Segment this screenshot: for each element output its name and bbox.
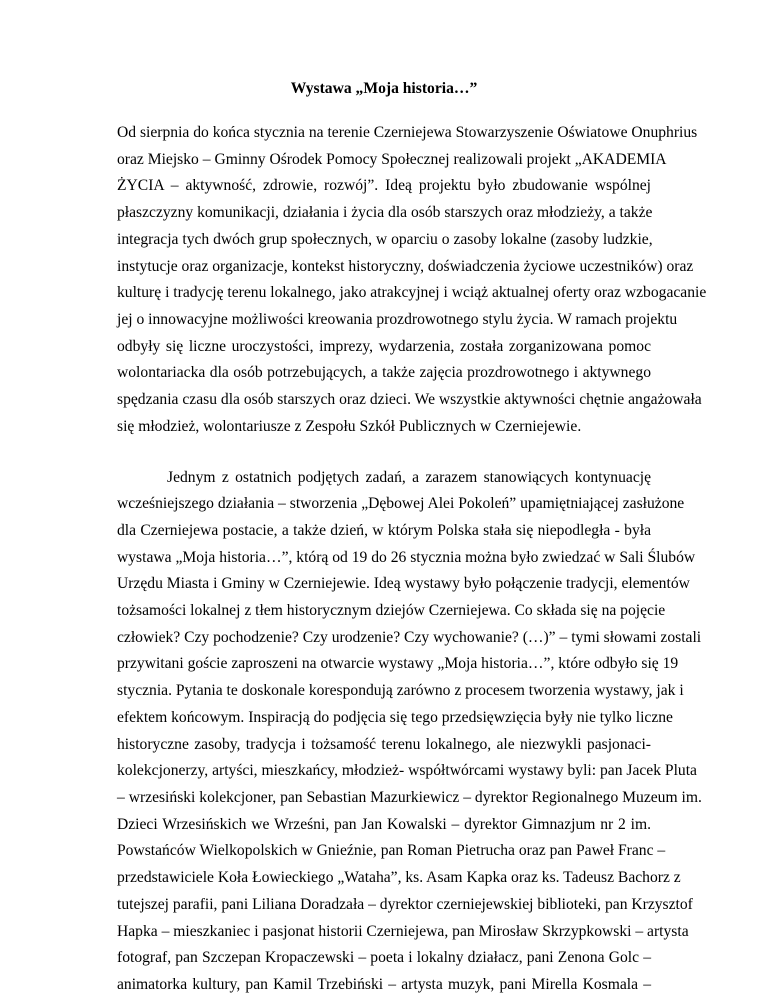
paragraph-line: jej o innowacyjne możliwości kreowania prozdrowotnego stylu życia. W ramach projektu (117, 311, 678, 328)
paragraph-line: Hapka – mieszkaniec i pasjonat historii Czerniejewa, pan Mirosław Skrzypkowski – artysta (117, 923, 689, 940)
paragraph-line: animatorka kultury, pan Kamil Trzebiński – artysta muzyk, pani Mirella Kosmala – (117, 976, 651, 993)
paragraph-line: kulturę i tradycję terenu lokalnego, jako atrakcyjnej i wciąż aktualnej oferty oraz wzbogacanie (117, 284, 707, 301)
paragraph-line: kolekcjonerzy, artyści, mieszkańcy, młodzież- współtwórcami wystawy byli: pan Jacek Pluta (117, 762, 697, 779)
document-title: Wystawa „Moja historia…” (290, 80, 478, 97)
paragraph-line: Jednym z ostatnich podjętych zadań, a zarazem stanowiących kontynuację (167, 469, 651, 486)
paragraph-line: dla Czerniejewa postacie, a także dzień, w którym Polska stała się niepodległa - była (117, 522, 651, 539)
paragraph-line: oraz Miejsko – Gminny Ośrodek Pomocy Społecznej realizowali projekt „AKADEMIA (117, 151, 667, 168)
paragraph-line: wcześniejszego działania – stworzenia „Dębowej Alei Pokoleń” upamiętniającej zasłużone (117, 495, 685, 512)
paragraph-line: Od sierpnia do końca stycznia na terenie Czerniejewa Stowarzyszenie Oświatowe Onuphrius (117, 124, 698, 141)
paragraph-line: historyczne zasoby, tradycja i tożsamość terenu lokalnego, ale niezwykli pasjonaci- (117, 736, 651, 753)
paragraph-line: fotograf, pan Szczepan Kropaczewski – poeta i lokalny działacz, pani Zenona Golc – (117, 949, 651, 966)
paragraph-line: integracja tych dwóch grup społecznych, w oparciu o zasoby lokalne (zasoby ludzkie, (117, 231, 653, 248)
paragraph-line: Powstańców Wielkopolskich w Gnieźnie, pan Roman Pietrucha oraz pan Paweł Franc – (117, 842, 666, 859)
paragraph-line: ŻYCIA – aktywność, zdrowie, rozwój”. Ideą projektu było zbudowanie wspólnej (117, 177, 651, 194)
paragraph-line: instytucje oraz organizacje, kontekst historyczny, doświadczenia życiowe uczestników) oraz (117, 258, 694, 275)
paragraph-line: spędzania czasu dla osób starszych oraz dzieci. We wszystkie aktywności chętnie angażowała (117, 391, 702, 408)
paragraph-line: efektem końcowym. Inspiracją do podjęcia się tego przedsięwzięcia były nie tylko liczne (117, 709, 673, 726)
paragraph-line: Urzędu Miasta i Gminy w Czerniejewie. Ideą wystawy było połączenie tradycji, elementów (117, 575, 690, 592)
paragraph-line: tutejszej parafii, pani Liliana Doradzała – dyrektor czerniejewskiej biblioteki, pan Krzysztof (117, 896, 693, 913)
paragraph-line: tożsamości lokalnej z tłem historycznym dziejów Czerniejewa. Co składa się na pojęcie (117, 602, 666, 619)
paragraph-line: się młodzież, wolontariusze z Zespołu Szkół Publicznych w Czerniejewie. (117, 418, 582, 435)
paragraph-line: wolontariacka dla osób potrzebujących, a także zajęcia prozdrowotnego i aktywnego (117, 364, 651, 381)
paragraph-line: płaszczyzny komunikacji, działania i życia dla osób starszych oraz młodzieży, a także (117, 204, 653, 221)
paragraph-line: Dzieci Wrzesińskich we Wrześni, pan Jan Kowalski – dyrektor Gimnazjum nr 2 im. (117, 816, 651, 833)
paragraph-line: stycznia. Pytania te doskonale korespondują zarówno z procesem tworzenia wystawy, jak i (117, 682, 684, 699)
paragraph-line: przedstawiciele Koła Łowieckiego „Wataha”, ks. Asam Kapka oraz ks. Tadeusz Bachorz z (117, 869, 681, 886)
paragraph-line: człowiek? Czy pochodzenie? Czy urodzenie? Czy wychowanie? (…)” – tymi słowami zostali (117, 629, 702, 646)
paragraph-line: – wrzesiński kolekcjoner, pan Sebastian Mazurkiewicz – dyrektor Regionalnego Muzeum im. (117, 789, 702, 806)
paragraph-line: wystawa „Moja historia…”, którą od 19 do 26 stycznia można było zwiedzać w Sali Ślubów (117, 549, 696, 566)
paragraph-line: przywitani goście zaproszeni na otwarcie wystawy „Moja historia…”, które odbyło się 19 (117, 655, 679, 672)
paragraph-line: odbyły się liczne uroczystości, imprezy, wydarzenia, została zorganizowana pomoc (117, 338, 651, 355)
